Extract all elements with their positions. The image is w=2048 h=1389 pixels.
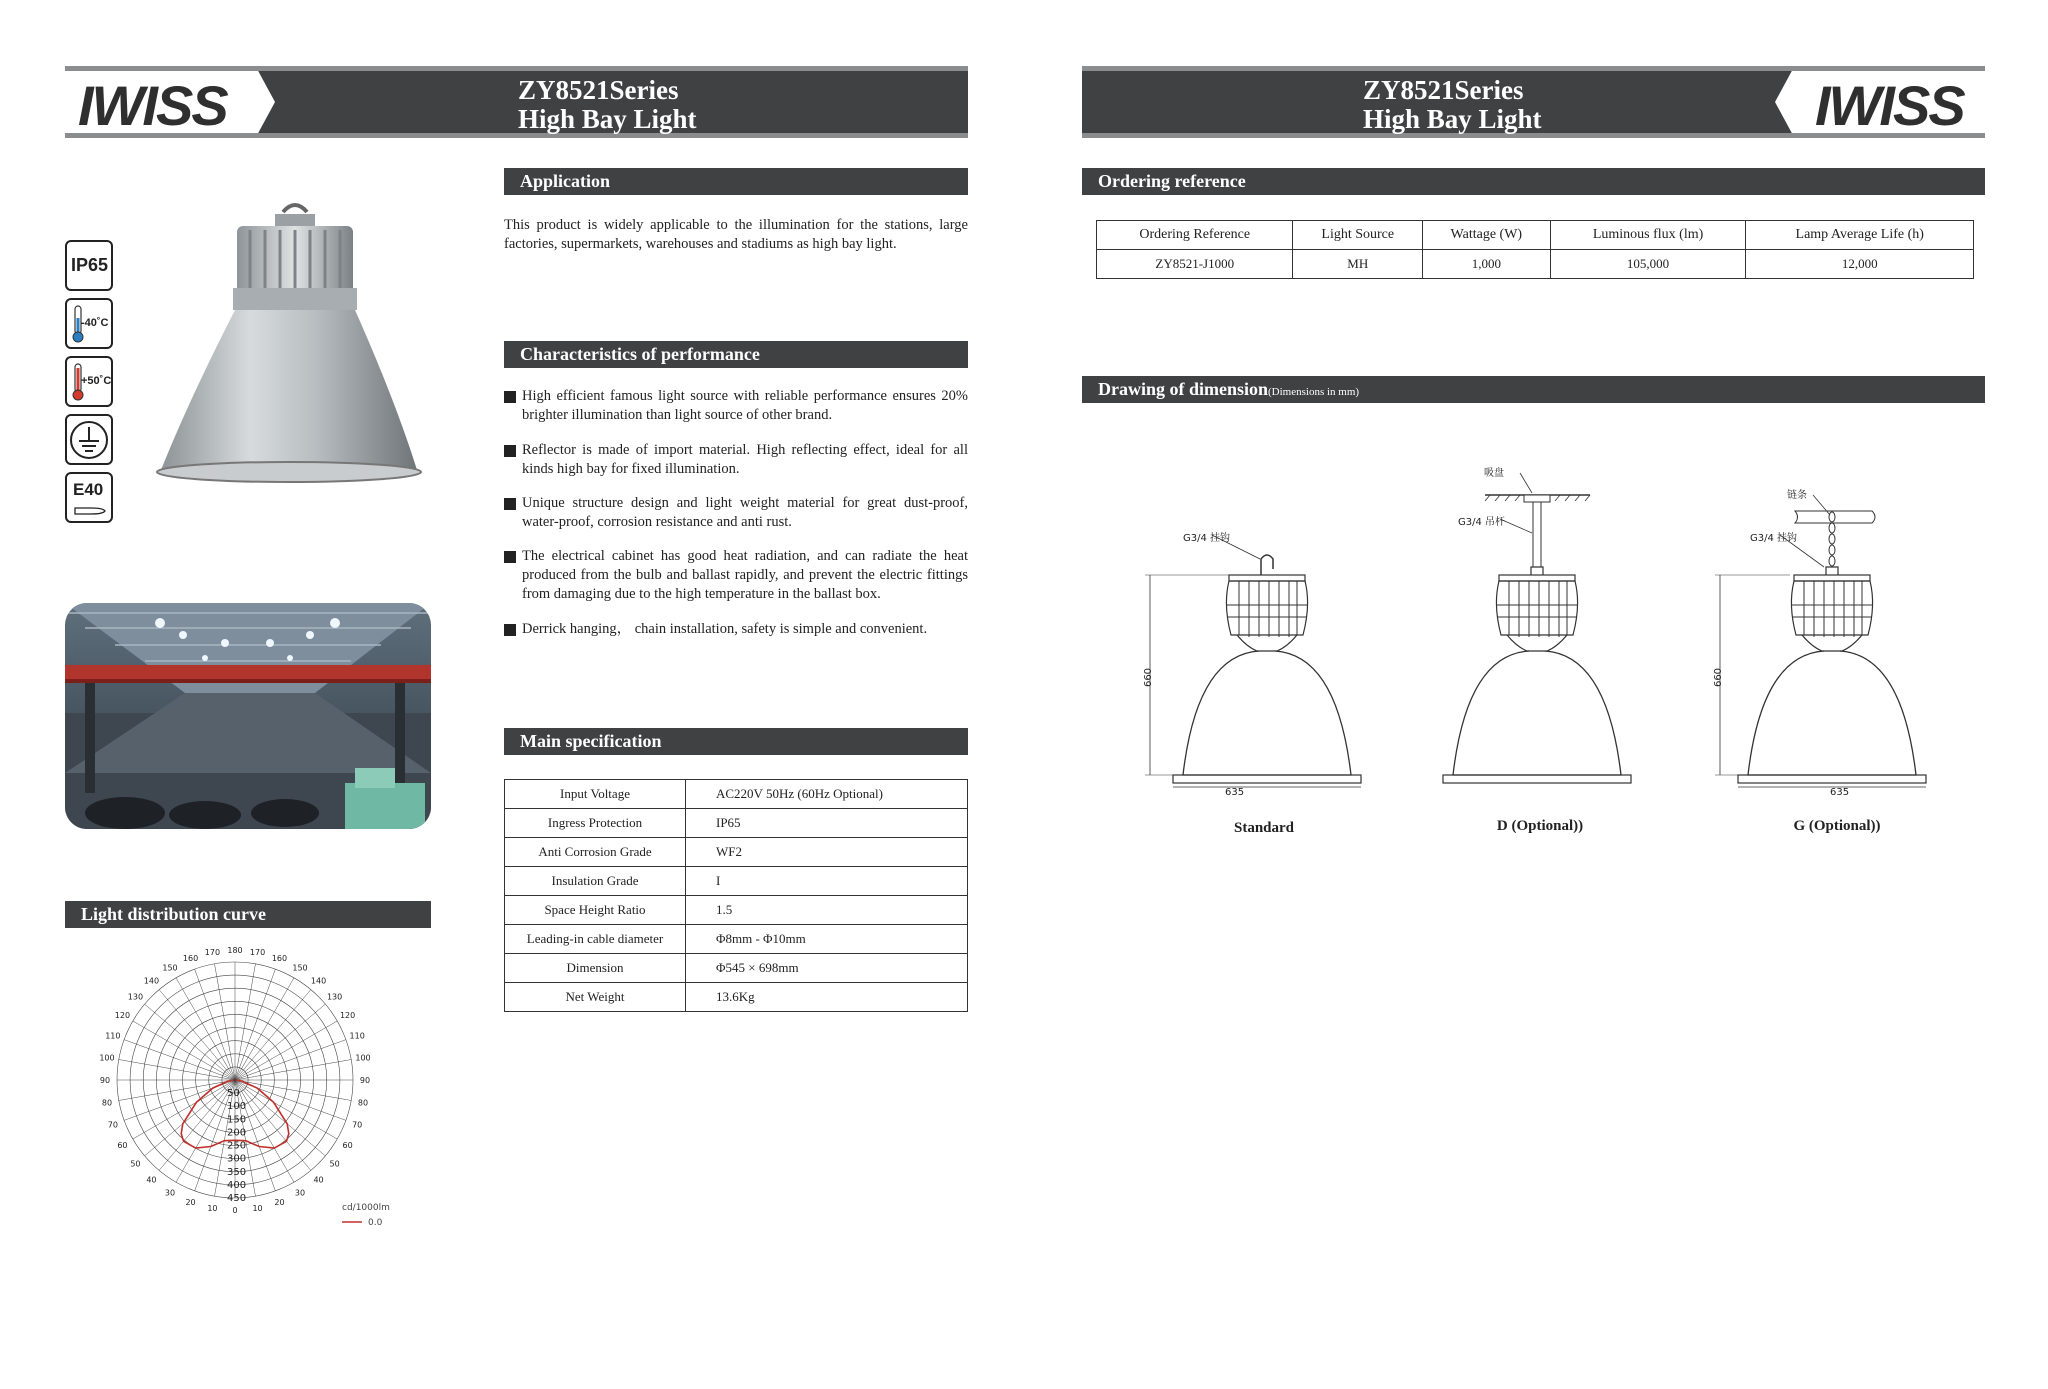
- ordering-table: [1096, 220, 1974, 279]
- polar-radial-tick-label: 300: [227, 1153, 247, 1165]
- spec-row: [505, 983, 968, 1012]
- light-distribution-heading: Light distribution curve: [65, 901, 431, 928]
- application-text: This product is widely applicable to the illumination for the stations, large factories, supermarkets, warehouses and stadiums as high bay light.: [504, 217, 968, 252]
- drawing-heading: [1082, 376, 1985, 403]
- polar-radial-tick-label: 200: [227, 1127, 247, 1139]
- spec-key: Net Weight: [505, 983, 686, 1012]
- brand-logo: IWISS: [78, 74, 227, 137]
- spec-value: I: [686, 867, 968, 896]
- drawing-g-optional: [1715, 495, 1926, 787]
- polar-angle-tick-label: 110: [349, 1031, 365, 1041]
- polar-radial-tick-label: 100: [227, 1101, 247, 1113]
- polar-angle-tick-label: 170: [249, 947, 266, 957]
- polar-angle-tick-label: 40: [313, 1175, 324, 1185]
- ip-rating-icon: [65, 240, 113, 291]
- polar-angle-tick-label: 60: [342, 1141, 353, 1150]
- performance-item: Unique structure design and light weight material for great dust-proof, water-proof, corrosion resistance and anti rust.: [504, 494, 968, 532]
- polar-angle-tick-label: 70: [107, 1120, 118, 1130]
- width-dimension: 635: [1830, 787, 1850, 798]
- spec-value: 13.6Kg: [686, 983, 968, 1012]
- polar-radial-tick-label: 250: [227, 1140, 247, 1152]
- drawing-heading-note: (Dimensions in mm): [1268, 386, 1360, 398]
- polar-angle-tick-label: 10: [252, 1204, 263, 1214]
- polar-angle-tick-label: 70: [352, 1120, 363, 1130]
- spec-row: [505, 925, 968, 954]
- polar-radial-tick-label: 400: [227, 1179, 247, 1191]
- ordering-column-header: Luminous flux (lm): [1550, 221, 1746, 250]
- spec-row: [505, 896, 968, 925]
- polar-angle-tick-label: 100: [355, 1053, 371, 1063]
- polar-radial-tick-label: 150: [227, 1114, 247, 1126]
- polar-angle-tick-label: 140: [310, 976, 327, 986]
- polar-unit-label: cd/1000lm: [342, 1203, 390, 1213]
- factory-photo: [65, 603, 431, 829]
- polar-angle-tick-label: 170: [204, 947, 221, 957]
- polar-angle-tick-label: 90: [359, 1076, 371, 1085]
- spec-key: Anti Corrosion Grade: [505, 838, 686, 867]
- spec-row: [505, 809, 968, 838]
- polar-angle-tick-label: 50: [130, 1159, 141, 1169]
- earth-ground-icon: [69, 419, 109, 461]
- ordering-heading: Ordering reference: [1082, 168, 1985, 195]
- rod-label: G3/4 吊杆: [1458, 517, 1506, 528]
- spec-row: [505, 954, 968, 983]
- width-dimension: 635: [1225, 787, 1245, 798]
- performance-item: Reflector is made of import material. High reflecting effect, ideal for all kinds high bay for fixed illumination.: [504, 441, 968, 479]
- application-heading: Application: [504, 168, 968, 195]
- ordering-cell: 1,000: [1423, 250, 1551, 279]
- product-title: High Bay Light: [518, 104, 697, 134]
- caption-g-optional: G (Optional)): [1793, 818, 1881, 834]
- spec-key: Dimension: [505, 954, 686, 983]
- hook-label: G3/4 挂钩: [1750, 533, 1798, 544]
- ordering-column-header: Lamp Average Life (h): [1746, 221, 1974, 250]
- spec-key: Input Voltage: [505, 780, 686, 809]
- hook-label: G3/4 挂钩: [1183, 533, 1231, 544]
- polar-angle-tick-label: 120: [114, 1011, 131, 1020]
- polar-angle-tick-label: 160: [182, 953, 199, 963]
- drawing-standard: [1145, 535, 1361, 787]
- polar-radial-tick-label: 50: [227, 1088, 240, 1100]
- performance-item: High efficient famous light source with reliable performance ensures 20% brighter illumination than light source of other brand.: [504, 387, 968, 425]
- height-dimension: 660: [1143, 667, 1155, 688]
- polar-angle-tick-label: 10: [207, 1204, 218, 1214]
- spec-row: [505, 838, 968, 867]
- height-dimension: 660: [1713, 667, 1725, 688]
- ground-symbol-icon: [65, 414, 113, 465]
- spec-key: Leading-in cable diameter: [505, 925, 686, 954]
- polar-angle-tick-label: 0: [232, 1206, 238, 1215]
- spec-value: WF2: [686, 838, 968, 867]
- caption-standard: Standard: [1233, 820, 1295, 836]
- polar-angle-tick-label: 130: [326, 992, 343, 1002]
- performance-item: The electrical cabinet has good heat radiation, and can radiate the heat produced from the bulb and ballast rapidly, and prevent the electric fittings from damaging due to the high temperature in the ballast box.: [504, 547, 968, 604]
- spec-key: Ingress Protection: [505, 809, 686, 838]
- polar-angle-tick-label: 130: [127, 992, 144, 1002]
- polar-angle-tick-label: 120: [339, 1011, 356, 1020]
- spec-value: AC220V 50Hz (60Hz Optional): [686, 780, 968, 809]
- performance-item: Derrick hanging， chain installation, safety is simple and convenient.: [504, 620, 968, 639]
- polar-angle-tick-label: 150: [292, 963, 308, 973]
- spec-value: Φ8mm - Φ10mm: [686, 925, 968, 954]
- ordering-cell: 12,000: [1746, 250, 1974, 279]
- ordering-column-header: Wattage (W): [1423, 221, 1551, 250]
- drawing-heading-text: Drawing of dimension: [1098, 379, 1269, 399]
- spec-row: [505, 780, 968, 809]
- dimension-drawings: [1130, 455, 1970, 815]
- polar-angle-tick-label: 20: [274, 1198, 285, 1208]
- polar-angle-tick-label: 20: [185, 1198, 196, 1208]
- polar-angle-tick-label: 180: [227, 946, 243, 955]
- low-temperature-label: -40˚C: [81, 317, 109, 329]
- ordering-cell: ZY8521-J1000: [1097, 250, 1293, 279]
- legend-label: 0.0: [368, 1218, 383, 1228]
- polar-radial-tick-label: 450: [227, 1193, 247, 1204]
- polar-angle-tick-label: 30: [164, 1188, 176, 1198]
- ip-rating-label: IP65: [71, 255, 109, 275]
- polar-radial-tick-label: 350: [227, 1166, 247, 1178]
- high-temperature-label: +50˚C: [81, 375, 112, 387]
- ordering-column-header: Light Source: [1293, 221, 1423, 250]
- polar-angle-tick-label: 60: [117, 1141, 128, 1150]
- spec-value: IP65: [686, 809, 968, 838]
- spec-value: 1.5: [686, 896, 968, 925]
- main-spec-heading: Main specification: [504, 728, 968, 755]
- mount-label: 吸盘: [1484, 468, 1504, 479]
- ordering-column-header: Ordering Reference: [1097, 221, 1293, 250]
- series-title: ZY8521Series: [1363, 75, 1524, 105]
- caption-d-optional: D (Optional)): [1496, 818, 1584, 834]
- polar-angle-tick-label: 110: [105, 1031, 121, 1041]
- chain-label: 链条: [1787, 490, 1807, 501]
- spec-key: Insulation Grade: [505, 867, 686, 896]
- bulb-shape-icon: [73, 504, 107, 518]
- light-distribution-chart: [80, 946, 420, 1250]
- low-temperature-icon: [65, 298, 113, 349]
- brand-logo: IWISS: [1815, 74, 1964, 137]
- polar-angle-tick-label: 80: [101, 1098, 113, 1108]
- performance-heading: Characteristics of performance: [504, 341, 968, 368]
- polar-angle-tick-label: 50: [329, 1159, 340, 1169]
- ordering-cell: MH: [1293, 250, 1423, 279]
- polar-angle-tick-label: 150: [162, 963, 178, 973]
- main-spec-table: [504, 779, 968, 1012]
- polar-angle-tick-label: 160: [271, 953, 288, 963]
- polar-angle-tick-label: 80: [357, 1098, 369, 1108]
- lamp-base-label: E40: [73, 480, 104, 499]
- product-photo: [155, 200, 425, 490]
- ordering-row: [1097, 250, 1974, 279]
- ordering-cell: 105,000: [1550, 250, 1746, 279]
- polar-angle-tick-label: 140: [143, 976, 160, 986]
- polar-angle-tick-label: 100: [99, 1053, 115, 1063]
- high-temperature-icon: [65, 356, 113, 407]
- polar-angle-tick-label: 40: [146, 1175, 157, 1185]
- lamp-base-icon: [65, 472, 113, 523]
- product-title: High Bay Light: [1363, 104, 1542, 134]
- polar-angle-tick-label: 30: [294, 1188, 306, 1198]
- series-title: ZY8521Series: [518, 75, 679, 105]
- spec-row: [505, 867, 968, 896]
- spec-key: Space Height Ratio: [505, 896, 686, 925]
- polar-angle-tick-label: 90: [99, 1076, 111, 1085]
- spec-value: Φ545 × 698mm: [686, 954, 968, 983]
